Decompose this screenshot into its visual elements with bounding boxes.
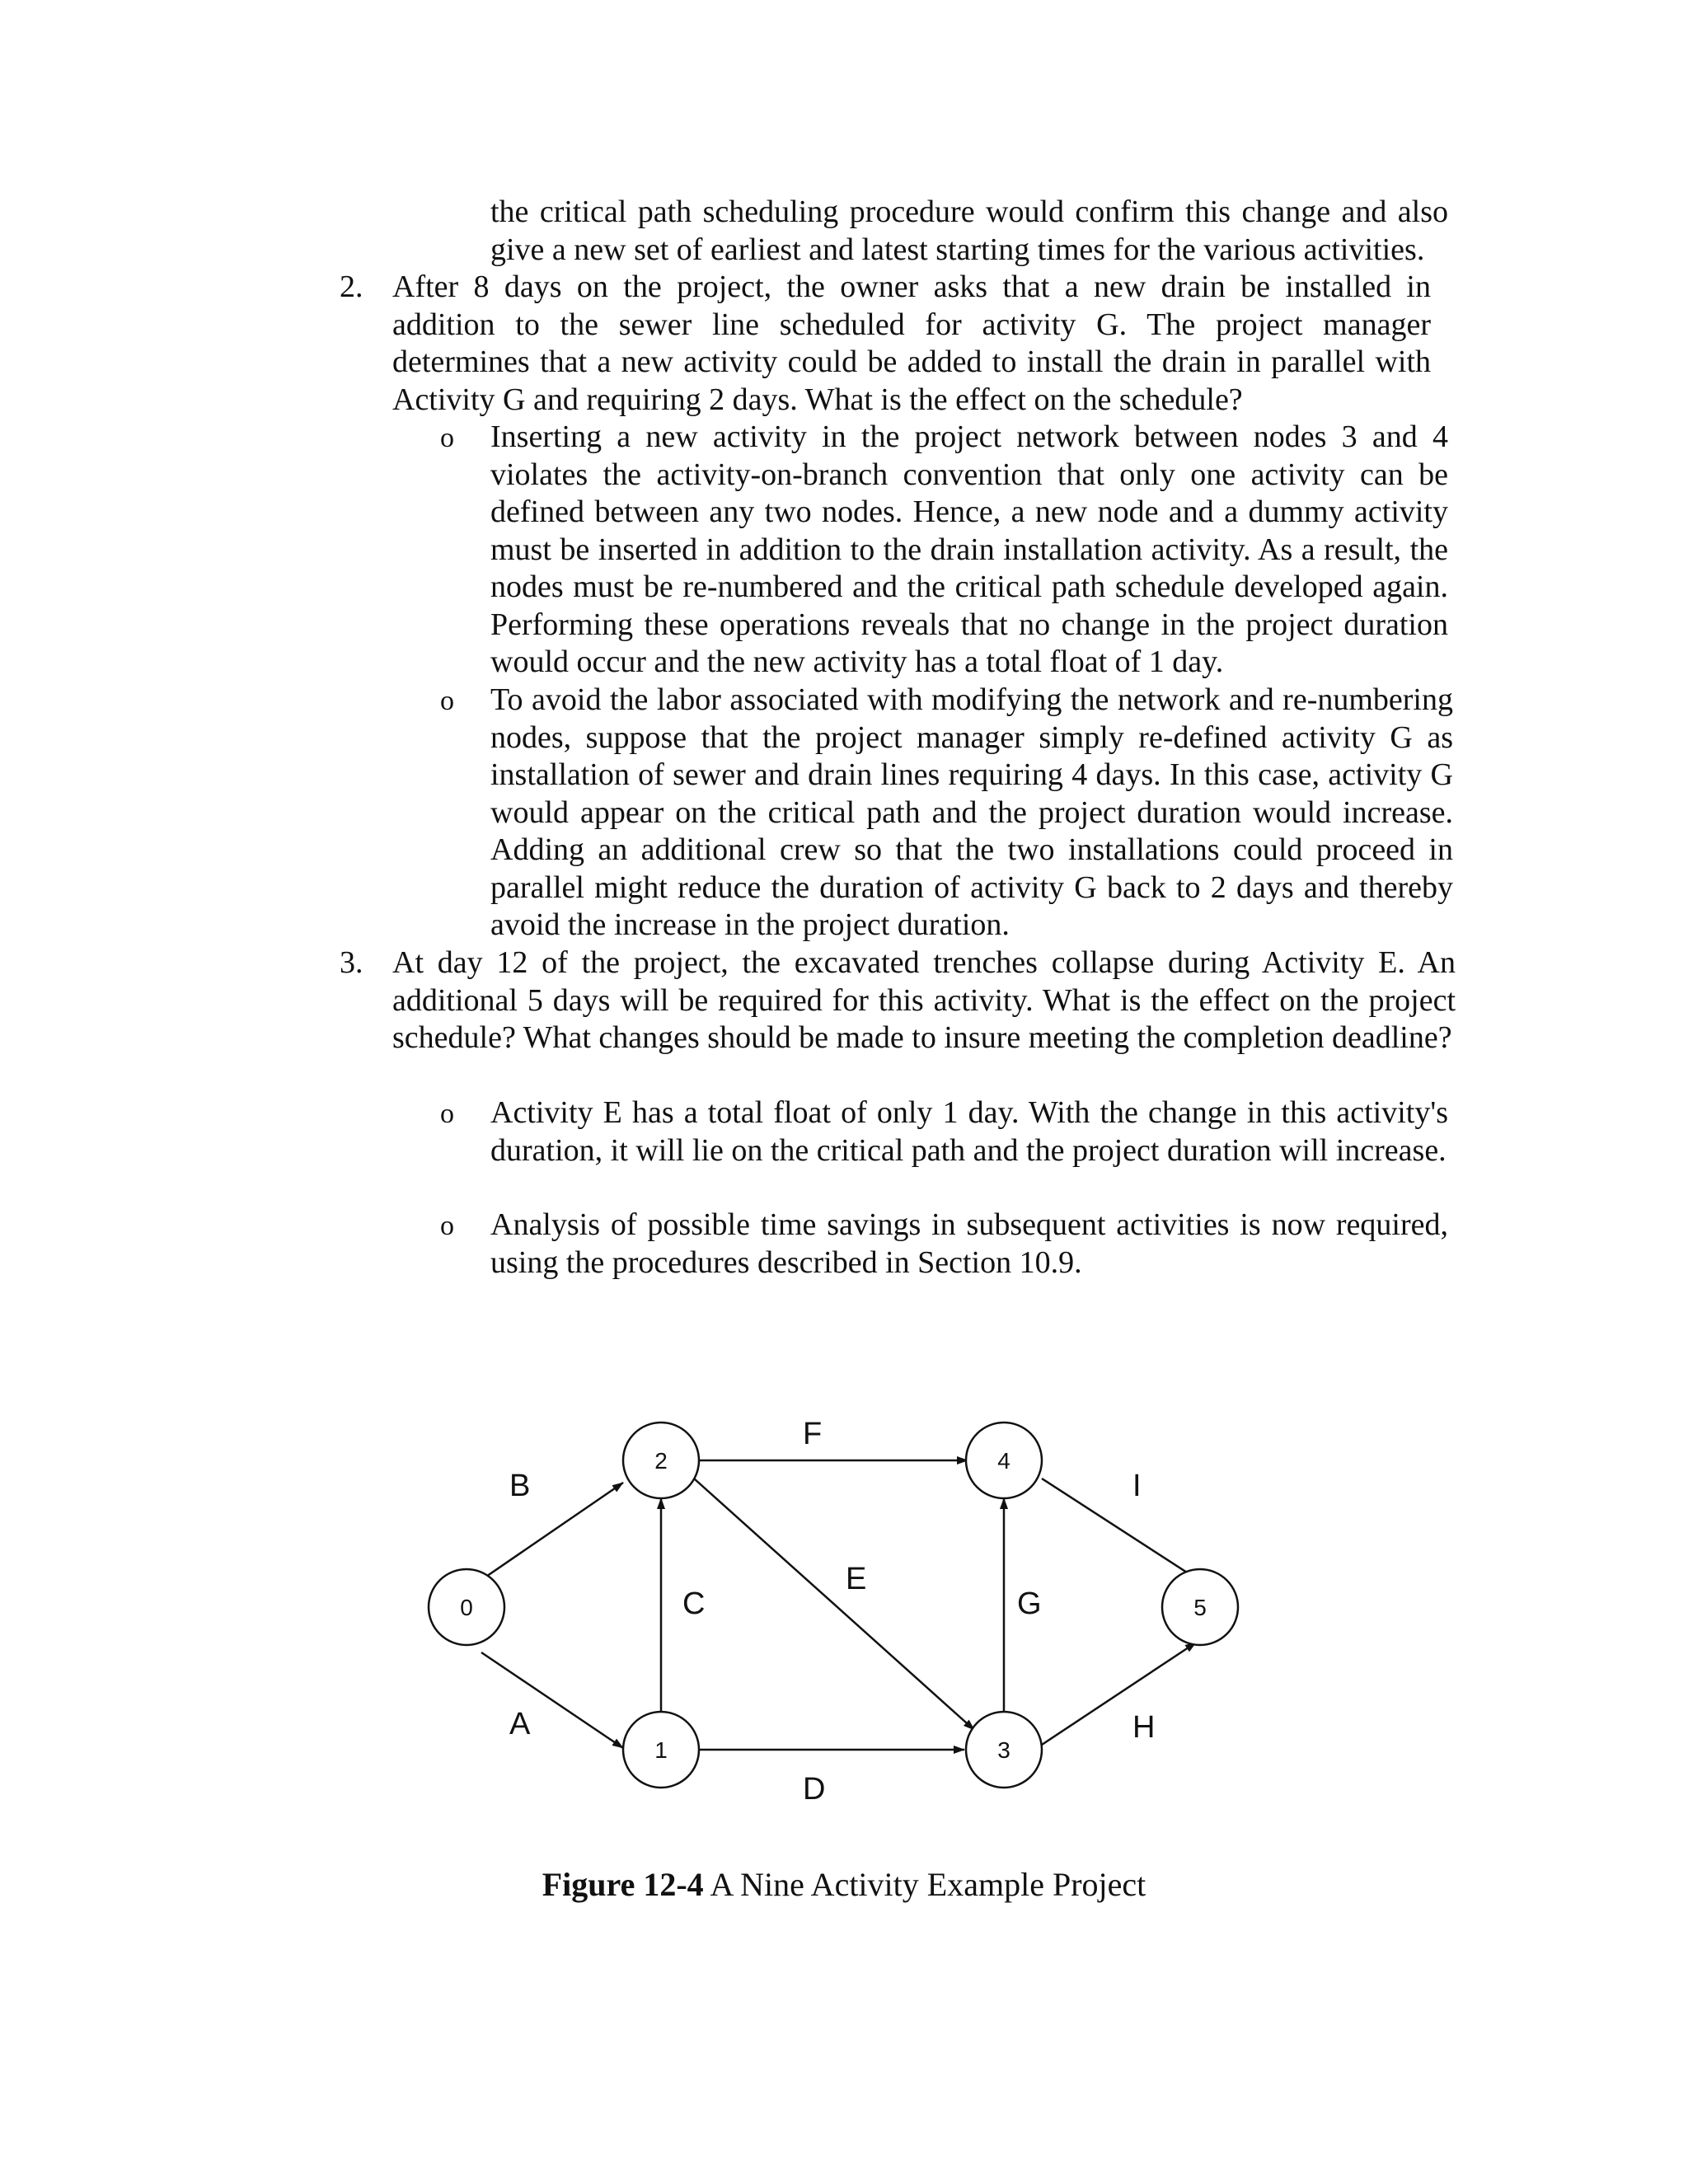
bullet-text: To avoid the labor associated with modifying the network and re-numbering nodes, suppose that the project manager simply re-defined activity G as installation of sewer and drain lines requiring 4 days. In this case, activity G would appear on the critical path and the project duration would increase. Adding an additional crew so that the two installations could proceed in parallel might reduce the duration of activity G back to 2 days and thereby avoid the increase in the project duration. bbox=[490, 682, 1453, 942]
node-label-3: 3 bbox=[997, 1737, 1010, 1763]
bullet-marker: o bbox=[440, 1211, 454, 1241]
figure-number: Figure 12-4 bbox=[542, 1866, 704, 1903]
node-label-0: 0 bbox=[460, 1595, 473, 1620]
node-label-2: 2 bbox=[654, 1448, 668, 1474]
edge-label-a: A bbox=[509, 1707, 531, 1741]
edge-i-line bbox=[1042, 1479, 1198, 1580]
node-0 bbox=[429, 1569, 504, 1645]
list-item-number: 3. bbox=[340, 945, 363, 980]
bullet-text: Inserting a new activity in the project network between nodes 3 and 4 violates the activity-on-branch convention that only one activity can be defined between any two nodes. Hence, a new node and a dummy activity must be inserted in addition to the drain installation activity. As a result, the nodes must be re-numbered and the critical path schedule developed again. Performing these operations reveals that no change in the project duration would occur and the new activity has a total float of 1 day. bbox=[490, 419, 1448, 679]
list-item-text: After 8 days on the project, the owner asks that a new drain be installed in addition to the sewer line scheduled for activity G. The project manager determines that a new activity could be added to install the drain in parallel with Activity G and requiring 2 days. What is the effect on the schedule? bbox=[392, 269, 1431, 417]
bullet-marker: o bbox=[440, 1099, 454, 1129]
bullet-text: Activity E has a total float of only 1 day. With the change in this activity's duration, it will lie on the critical path and the project duration will increase. bbox=[490, 1095, 1448, 1168]
figure-title: A Nine Activity Example Project bbox=[710, 1866, 1146, 1903]
node-4 bbox=[966, 1422, 1042, 1498]
node-3 bbox=[966, 1712, 1042, 1788]
edge-b-line bbox=[481, 1483, 623, 1580]
list-item-text: At day 12 of the project, the excavated trenches collapse during Activity E. An additional 5 days will be required for this activity. What is the effect on the project schedule? What changes should be made to insure meeting the completion deadline? bbox=[392, 945, 1456, 1055]
edge-label-e: E bbox=[846, 1562, 867, 1596]
edge-label-g: G bbox=[1017, 1586, 1042, 1621]
node-label-4: 4 bbox=[997, 1448, 1010, 1474]
edge-label-c: C bbox=[682, 1586, 706, 1621]
edge-label-h: H bbox=[1132, 1710, 1156, 1745]
edges bbox=[481, 1460, 1198, 1750]
node-5 bbox=[1162, 1569, 1238, 1645]
edge-label-i: I bbox=[1132, 1469, 1142, 1503]
bullet-marker: o bbox=[440, 686, 454, 716]
edge-e-line bbox=[694, 1479, 974, 1730]
edge-labels bbox=[509, 1417, 1155, 1807]
node-2 bbox=[623, 1422, 699, 1498]
figure-caption bbox=[0, 1864, 1688, 1905]
node-1 bbox=[623, 1712, 699, 1788]
node-label-1: 1 bbox=[654, 1737, 668, 1763]
node-label-5: 5 bbox=[1193, 1595, 1207, 1620]
bullet-text: Analysis of possible time savings in subsequent activities is now required, using the procedures described in Section 10.9. bbox=[490, 1207, 1448, 1280]
activity-network-diagram bbox=[412, 1401, 1484, 1830]
continuation-paragraph: the critical path scheduling procedure would confirm this change and also give a new set of earliest and latest starting times for the various activities. bbox=[490, 194, 1448, 267]
edge-label-d: D bbox=[803, 1772, 826, 1807]
edge-label-f: F bbox=[803, 1417, 823, 1451]
edge-a-line bbox=[481, 1652, 623, 1748]
bullet-marker: o bbox=[440, 423, 454, 453]
edge-label-b: B bbox=[509, 1469, 531, 1503]
edge-h-line bbox=[1042, 1643, 1196, 1745]
list-item-number: 2. bbox=[340, 269, 363, 304]
